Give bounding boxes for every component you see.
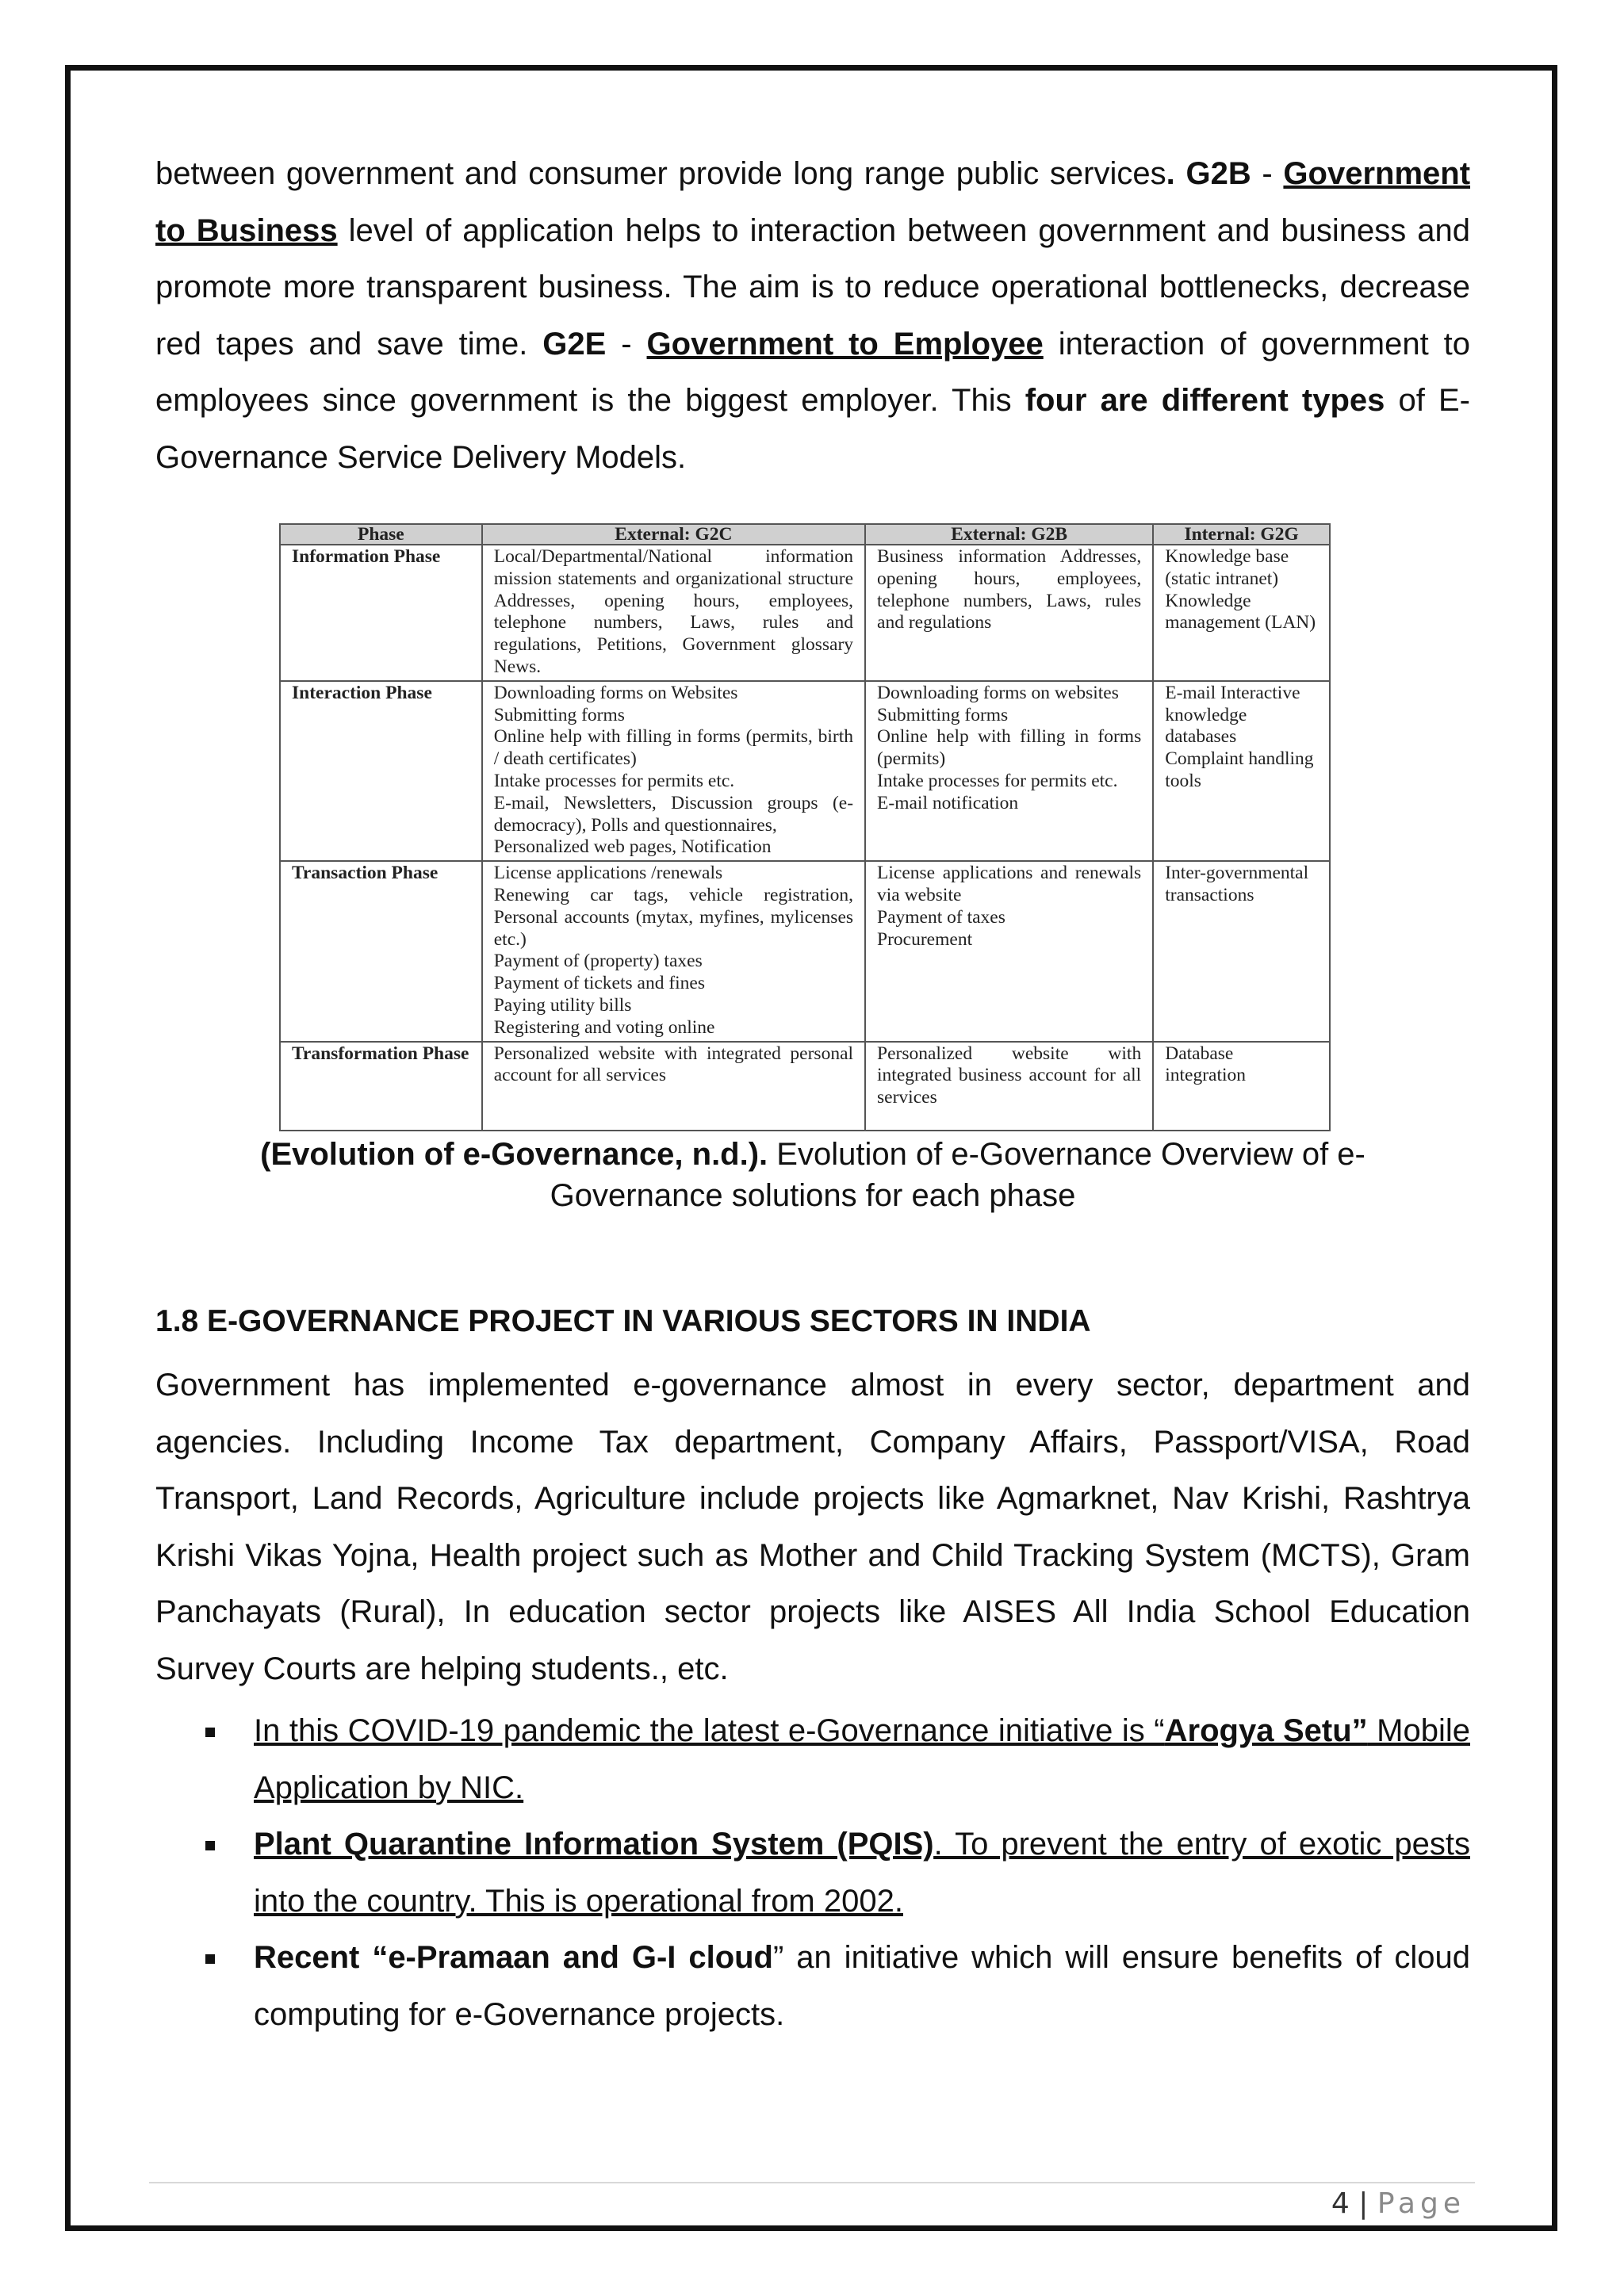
cell-line: Registering and voting online xyxy=(493,1016,715,1038)
cell-line: Paying utility bills xyxy=(493,994,632,1016)
table-header-row xyxy=(280,524,1330,545)
bullet-3-text-post: ” an initiative which will ensure benefits of cloud computing for e-Governance projects. xyxy=(254,1940,1471,2032)
phase-table-figure xyxy=(279,523,1331,1131)
intro-text-2: level of application helps to interaction between government and business and promote more transparent business. The aim is to reduce operational bottlenecks, decrease red tapes and save time. xyxy=(155,212,1471,362)
intro-text-1: between government and consumer provide long range public services xyxy=(155,156,1166,191)
dash-2: - xyxy=(606,326,647,362)
phase-cell: Transaction Phase xyxy=(280,861,482,1041)
table-row xyxy=(280,681,1330,861)
page-label: Page xyxy=(1377,2187,1465,2220)
cell-line: License applications and renewals via website xyxy=(877,863,1142,905)
g2b-code: G2B xyxy=(1185,156,1251,191)
intro-text-3: interaction of government to employees since government is the biggest employer. This xyxy=(155,326,1471,418)
cell-line: E-mail notification xyxy=(877,792,1019,813)
g2e-code: G2E xyxy=(542,326,607,362)
cell-line: Downloading forms on Websites xyxy=(493,682,738,703)
intro-period: . xyxy=(1166,156,1175,191)
table-row xyxy=(280,1042,1330,1131)
cell-line: Payment of (property) taxes xyxy=(493,951,703,972)
list-item xyxy=(155,1930,1470,2043)
g2c-cell xyxy=(482,681,865,861)
intro-text-4: of E-Governance Service Delivery Models. xyxy=(155,383,1470,475)
header-phase: Phase xyxy=(280,524,482,545)
cell-line: E-mail, Newsletters, Discussion groups (e-democracy), Polls and questionnaires, xyxy=(493,792,854,836)
phase-cell: Transformation Phase xyxy=(280,1042,482,1131)
intro-paragraph xyxy=(155,146,1470,486)
g2c-cell xyxy=(482,861,865,1041)
cell-line: Intake processes for permits etc. xyxy=(877,770,1118,791)
g2c-cell: Local/Departmental/National information mission statements and organizational structure Addresses, opening hours, employees, telephone numbers, Laws, rules and regulations, Petitions, Government glossary News. xyxy=(482,545,865,681)
phase-cell: Interaction Phase xyxy=(280,681,482,861)
header-g2c: External: G2C xyxy=(482,524,865,545)
table-row xyxy=(280,861,1330,1041)
cell-line: License applications /renewals xyxy=(493,863,723,884)
section-body-block xyxy=(155,1357,1470,1697)
g2b-cell: Business information Addresses, opening hours, employees, telephone numbers, Laws, rules and regulations xyxy=(865,545,1153,681)
phase-table xyxy=(279,523,1331,1131)
cell-line: Payment of tickets and fines xyxy=(493,973,706,994)
g2e-name: Government to Employee xyxy=(646,326,1044,362)
bullet-1-text-pre: In this COVID-19 pandemic the latest e-Governance initiative is “ xyxy=(254,1713,1165,1748)
g2g-cell: Knowledge base (static intranet) Knowledge management (LAN) xyxy=(1153,545,1330,681)
g2b-name: Government to Business xyxy=(155,156,1471,248)
caption-text-2: Governance solutions for each phase xyxy=(550,1178,1076,1213)
square-bullet-icon xyxy=(205,1954,215,1964)
four-types-text: four are different types xyxy=(1025,383,1385,418)
g2b-cell: Personalized website with integrated business account for all services xyxy=(865,1042,1153,1131)
page-footer xyxy=(1331,2187,1465,2220)
dash-1: - xyxy=(1251,156,1284,191)
list-item xyxy=(155,1703,1470,1816)
section-body: Government has implemented e-governance almost in every sector, department and agencies. Including Income Tax department, Company Affairs, Passport/VISA, Road Transport, Land Records, Agriculture include projects like Agmarknet, Nav Krishi, Rashtrya Krishi Vikas Yojna, Health project such as Mother and Child Tracking System (MCTS), Gram Panchayats (Rural), In education sector projects like AISES All India School Education Survey Courts are helping students., etc. xyxy=(155,1368,1470,1686)
bullet-2-bold: Plant Quarantine Information System (PQIS) xyxy=(254,1827,934,1862)
footer-divider xyxy=(149,2182,1475,2183)
initiatives-list xyxy=(155,1703,1470,2043)
g2c-cell: Personalized website with integrated personal account for all services xyxy=(482,1042,865,1131)
bullet-3-bold: Recent “e-Pramaan and G-I cloud xyxy=(254,1940,773,1975)
cell-line: Online help with filling in forms (permits) xyxy=(877,726,1142,770)
cell-line: Online help with filling in forms (permits, birth / death certificates) xyxy=(493,726,854,770)
g2g-cell: Database integration xyxy=(1153,1042,1330,1131)
footer-separator: | xyxy=(1358,2187,1369,2220)
page-number: 4 xyxy=(1331,2187,1350,2220)
cell-line: Submitting forms xyxy=(493,704,625,725)
cell-line: Submitting forms xyxy=(877,704,1009,725)
bullet-1-text-post: Mobile Application by NIC. xyxy=(254,1713,1470,1805)
cell-line: Personalized web pages, Notification xyxy=(493,836,772,858)
g2g-cell: E-mail Interactive knowledge databases Complaint handling tools xyxy=(1153,681,1330,861)
section-heading: 1.8 E-GOVERNANCE PROJECT IN VARIOUS SECTORS IN INDIA xyxy=(155,1304,1091,1338)
bullet-1-bold: Arogya Setu” xyxy=(1164,1713,1368,1748)
intro-paragraph-block xyxy=(155,146,1470,486)
g2g-cell: Inter-governmental transactions xyxy=(1153,861,1330,1041)
table-row xyxy=(280,545,1330,681)
phase-cell: Information Phase xyxy=(280,545,482,681)
table-caption xyxy=(155,1134,1470,1216)
cell-line: Downloading forms on websites xyxy=(877,682,1119,703)
g2b-cell xyxy=(865,861,1153,1041)
caption-line-1 xyxy=(155,1134,1470,1175)
caption-citation: (Evolution of e-Governance, n.d.). xyxy=(260,1137,768,1172)
list-item xyxy=(155,1816,1470,1930)
bullet-2-text-post: . To prevent the entry of exotic pests into the country. This is operational from 2002. xyxy=(254,1827,1470,1919)
g2b-cell xyxy=(865,681,1153,861)
cell-line: Procurement xyxy=(877,928,973,950)
cell-line: Payment of taxes xyxy=(877,906,1005,928)
cell-line: Renewing car tags, vehicle registration, Personal accounts (mytax, myfines, mylicenses etc.) xyxy=(493,884,854,950)
cell-line: Intake processes for permits etc. xyxy=(493,770,735,791)
header-g2g: Internal: G2G xyxy=(1153,524,1330,545)
square-bullet-icon xyxy=(205,1728,215,1737)
square-bullet-icon xyxy=(205,1841,215,1850)
caption-text-1: Evolution of e-Governance Overview of e- xyxy=(768,1137,1365,1172)
header-g2b: External: G2B xyxy=(865,524,1153,545)
